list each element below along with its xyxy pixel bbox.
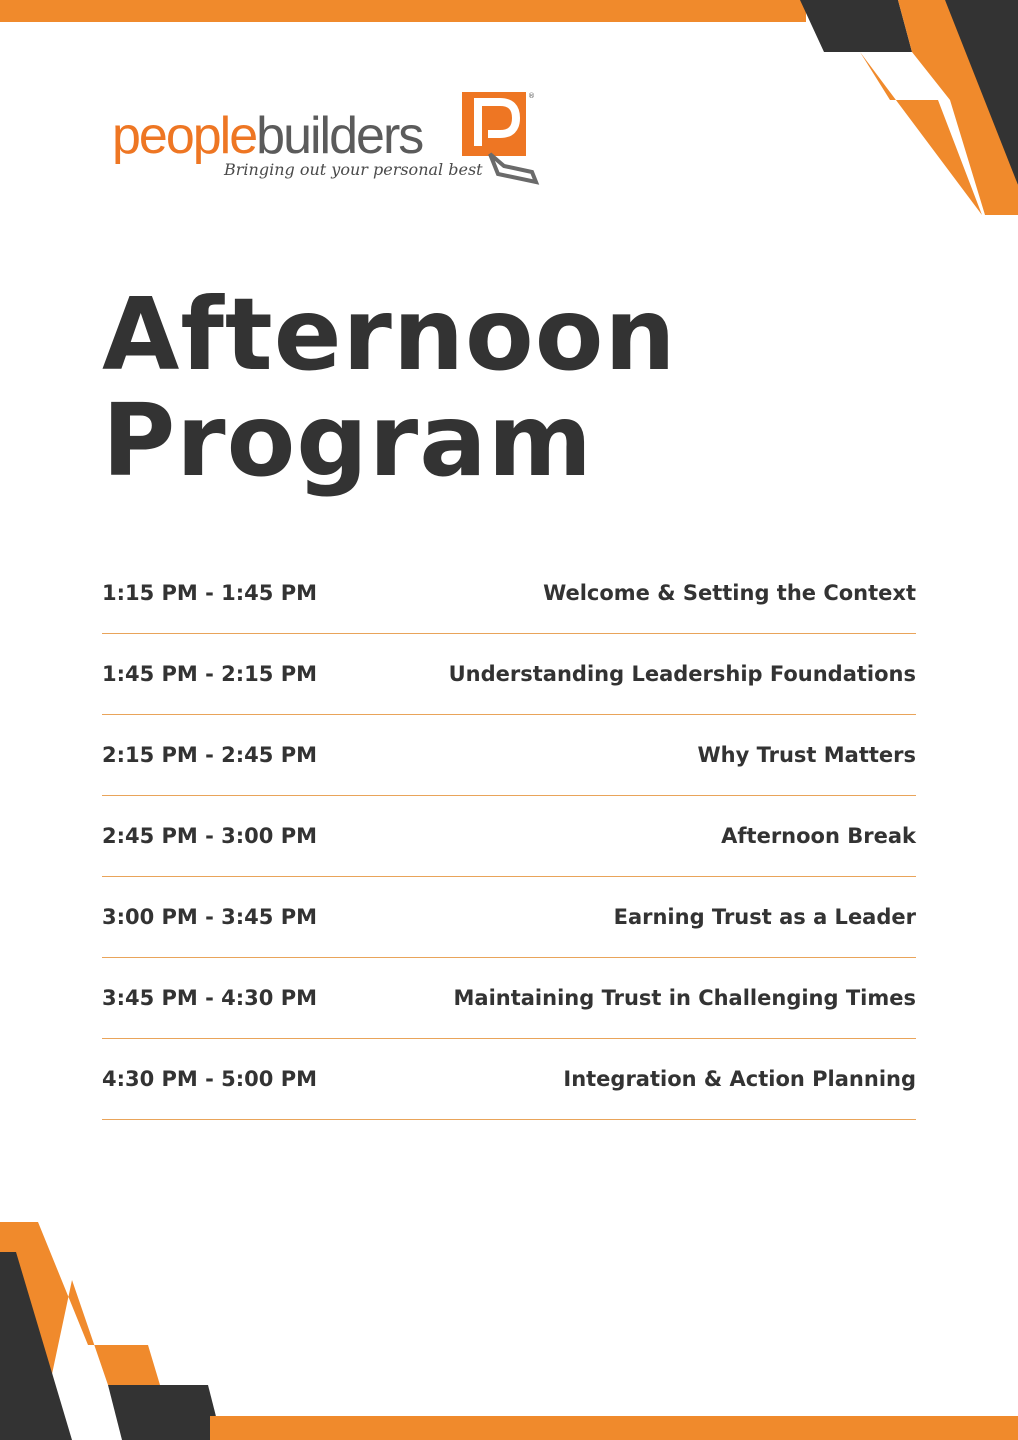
logo-tagline: Bringing out your personal best xyxy=(224,160,483,179)
registered-mark: ® xyxy=(528,92,535,100)
title-line-2: Program xyxy=(102,382,593,499)
schedule-time: 3:45 PM - 4:30 PM xyxy=(102,986,318,1010)
schedule-time: 4:30 PM - 5:00 PM xyxy=(102,1067,318,1091)
schedule-list xyxy=(102,553,916,1120)
schedule-session: Integration & Action Planning xyxy=(563,1067,916,1091)
logo-word-builders: builders xyxy=(256,107,423,165)
schedule-time: 2:45 PM - 3:00 PM xyxy=(102,824,318,848)
schedule-session: Maintaining Trust in Challenging Times xyxy=(453,986,916,1010)
schedule-time: 2:15 PM - 2:45 PM xyxy=(102,743,318,767)
logo-wordmark xyxy=(112,107,423,165)
top-right-dark-shape xyxy=(800,0,912,52)
top-orange-bar xyxy=(0,0,806,22)
schedule-row xyxy=(102,1039,916,1120)
title-line-1: Afternoon xyxy=(102,276,677,393)
schedule-session: Afternoon Break xyxy=(721,824,916,848)
schedule-row xyxy=(102,715,916,796)
schedule-session: Earning Trust as a Leader xyxy=(613,905,916,929)
schedule-time: 3:00 PM - 3:45 PM xyxy=(102,905,318,929)
schedule-session: Welcome & Setting the Context xyxy=(543,581,916,605)
page-title xyxy=(102,276,677,499)
schedule-row xyxy=(102,634,916,715)
schedule-time: 1:45 PM - 2:15 PM xyxy=(102,662,318,686)
logo-word-people: people xyxy=(112,107,257,165)
company-logo xyxy=(112,92,542,192)
schedule-row xyxy=(102,877,916,958)
schedule-row xyxy=(102,796,916,877)
schedule-row xyxy=(102,958,916,1039)
p-logo-icon xyxy=(462,92,542,187)
schedule-row xyxy=(102,553,916,634)
schedule-session: Understanding Leadership Foundations xyxy=(448,662,916,686)
bottom-orange-bar xyxy=(210,1416,1018,1440)
bottom-left-dark-block xyxy=(108,1385,222,1440)
schedule-time: 1:15 PM - 1:45 PM xyxy=(102,581,318,605)
schedule-session: Why Trust Matters xyxy=(697,743,916,767)
